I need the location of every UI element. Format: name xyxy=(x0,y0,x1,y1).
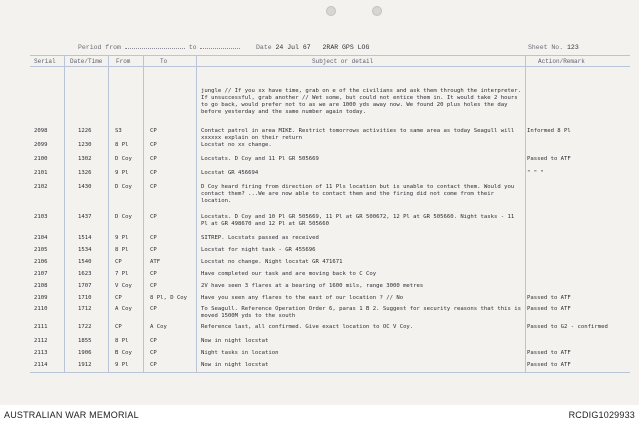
entry-time: 1623 xyxy=(78,271,92,277)
entry-serial: 2107 xyxy=(34,271,48,277)
entry-action: Informed 8 Pl xyxy=(527,128,571,134)
entry-subject: Reference last, all confirmed. Give exact location to OC V Coy. xyxy=(201,324,414,330)
entry-serial: 2099 xyxy=(34,142,48,148)
entry-serial: 2100 xyxy=(34,156,48,162)
entry-from: 8 Pl xyxy=(115,338,129,344)
entry-action: Passed to ATF xyxy=(527,350,571,356)
entry-subject: Locstat no change. Night locstat GR 471671 xyxy=(201,259,343,265)
col-header-datetime: Date/Time xyxy=(70,58,103,65)
entry-from: 9 Pl xyxy=(115,362,129,368)
col-rule-subject xyxy=(525,55,526,372)
entry-from: S3 xyxy=(115,128,122,134)
entry-from: D Coy xyxy=(115,156,132,162)
entry-action: " " " xyxy=(527,170,544,176)
col-rule-to xyxy=(196,55,197,372)
date-value: 24 Jul 67 xyxy=(275,44,311,51)
entry-serial: 2111 xyxy=(34,324,48,330)
col-header-subject: Subject or detail xyxy=(312,58,374,65)
entry-to: CP xyxy=(150,235,157,241)
entry-time: 1302 xyxy=(78,156,92,162)
entry-subject: Locstats. D Coy and 11 Pl GR 505669 xyxy=(201,156,319,162)
entry-to: CP xyxy=(150,184,157,190)
col-header-action: Action/Remark xyxy=(538,58,585,65)
punch-hole-left xyxy=(326,6,336,16)
entry-time: 1722 xyxy=(78,324,92,330)
entry-serial: 2114 xyxy=(34,362,48,368)
col-header-from: From xyxy=(116,58,131,65)
entry-from: B Coy xyxy=(115,350,132,356)
footer-archive-name: AUSTRALIAN WAR MEMORIAL xyxy=(4,410,139,420)
entry-from: V Coy xyxy=(115,283,132,289)
period-field xyxy=(78,44,240,51)
entry-from: CP xyxy=(115,324,122,330)
date-field xyxy=(256,44,369,51)
entry-action: Passed to ATF xyxy=(527,156,571,162)
entry-action: Passed to ATF xyxy=(527,306,571,312)
entry-to: CP xyxy=(150,271,157,277)
entry-subject: jungle // If you xx have time, grab on e of the civilians and ask them through the interpreter. If unsuccessful, grab another // Wet some, but could not entice them in. It would take 2 hours to go back, would prefer not to as we are 1000 yds away now. We found 20 plus holes the day before yesterday and the same number again today. xyxy=(201,88,525,115)
punch-hole-right xyxy=(372,6,382,16)
entry-time: 1912 xyxy=(78,362,92,368)
entry-subject: Locstat GR 456694 xyxy=(201,170,259,176)
entry-from: D Coy xyxy=(115,214,132,220)
entry-time: 1710 xyxy=(78,295,92,301)
entry-time: 1230 xyxy=(78,142,92,148)
entry-to: CP xyxy=(150,247,157,253)
entry-time: 1712 xyxy=(78,306,92,312)
entry-serial: 2098 xyxy=(34,128,48,134)
sheet-label: Sheet No. xyxy=(528,44,564,51)
entry-time: 1855 xyxy=(78,338,92,344)
entry-from: 7 Pl xyxy=(115,271,129,277)
entry-subject: Have you seen any flares to the east of our location ? // No xyxy=(201,295,404,301)
entry-subject: Contact patrol in area MIKE. Restrict tomorrows activities to same area as today Seagull will xxxxxx explain on their return xyxy=(201,128,518,141)
entry-to: CP xyxy=(150,214,157,220)
entry-action: Passed to ATF xyxy=(527,295,571,301)
entry-subject: Now in night locstat xyxy=(201,362,269,368)
entry-subject: Night tasks in location xyxy=(201,350,279,356)
entry-from: 8 Pl xyxy=(115,142,129,148)
unit-code: 2RAR GPS LOG xyxy=(322,44,370,51)
col-rule-datetime xyxy=(108,55,109,372)
period-label: Period from xyxy=(78,44,121,51)
entry-time: 1326 xyxy=(78,170,92,176)
entry-to: ATF xyxy=(150,259,161,265)
entry-to: CP xyxy=(150,306,157,312)
entry-serial: 2104 xyxy=(34,235,48,241)
entry-to: CP xyxy=(150,362,157,368)
entry-time: 1514 xyxy=(78,235,92,241)
entry-subject: 2V have seen 3 flares at a bearing of 1600 mils, range 3000 metres xyxy=(201,283,424,289)
entry-to: CP xyxy=(150,350,157,356)
entry-from: D Coy xyxy=(115,184,132,190)
entry-time: 1534 xyxy=(78,247,92,253)
entry-serial: 2112 xyxy=(34,338,48,344)
entry-serial: 2110 xyxy=(34,306,48,312)
entry-serial: 2105 xyxy=(34,247,48,253)
entry-subject: Now in night locstat xyxy=(201,338,269,344)
entry-to: CP xyxy=(150,128,157,134)
entry-serial: 2102 xyxy=(34,184,48,190)
entry-time: 1226 xyxy=(78,128,92,134)
entry-serial: 2108 xyxy=(34,283,48,289)
entry-subject: Have completed our task and are moving back to C Coy xyxy=(201,271,377,277)
entry-time: 1906 xyxy=(78,350,92,356)
entry-to: CP xyxy=(150,283,157,289)
entry-subject: D Coy heard firing from direction of 11 Pls location but is unable to contact them. Would you contact them? ...We are now able to contact them and the firing did not come from their location. xyxy=(201,184,518,204)
entry-to: CP xyxy=(150,142,157,148)
entry-time: 1707 xyxy=(78,283,92,289)
entry-to: CP xyxy=(150,170,157,176)
table-top-rule xyxy=(30,55,630,56)
entry-subject: Locstats. D Coy and 10 Pl GR 505669, 11 Pl at GR 500672, 12 Pl at GR 505660. Night tasks - 11 Pl at GR 498670 and 12 Pl at GR 505660 xyxy=(201,214,518,227)
entry-from: CP xyxy=(115,259,122,265)
date-label: Date xyxy=(256,44,272,51)
entry-time: 1540 xyxy=(78,259,92,265)
entry-subject: SITREP. Locstats passed as received xyxy=(201,235,319,241)
table-header-rule xyxy=(30,66,630,67)
entry-subject: Locstat for night task - GR 455696 xyxy=(201,247,316,253)
sheet-number: 123 xyxy=(567,44,579,51)
entry-time: 1437 xyxy=(78,214,92,220)
entry-serial: 2103 xyxy=(34,214,48,220)
entry-serial: 2113 xyxy=(34,350,48,356)
entry-from: 8 Pl xyxy=(115,247,129,253)
col-header-to: To xyxy=(160,58,168,65)
entry-action: Passed to G2 - confirmed xyxy=(527,324,608,330)
entry-action: Passed to ATF xyxy=(527,362,571,368)
entry-to: A Coy xyxy=(150,324,167,330)
entry-serial: 2101 xyxy=(34,170,48,176)
col-rule-from xyxy=(143,55,144,372)
entry-subject: Locstat no xx change. xyxy=(201,142,272,148)
entry-from: 9 Pl xyxy=(115,235,129,241)
sheet-field xyxy=(528,44,579,51)
entry-to: CP xyxy=(150,156,157,162)
entry-from: CP xyxy=(115,295,122,301)
entry-subject: To Seagull. Reference Operation Order 6, paras 1 B 2. Suggest for security reasons that this is moved 1500M yds to the south xyxy=(201,306,525,319)
entry-from: 9 Pl xyxy=(115,170,129,176)
entry-time: 1430 xyxy=(78,184,92,190)
entry-serial: 2109 xyxy=(34,295,48,301)
footer-record-id: RCDIG1029933 xyxy=(568,410,635,420)
entry-to: CP xyxy=(150,338,157,344)
table-bottom-rule xyxy=(30,372,630,373)
to-label: to xyxy=(188,44,197,51)
col-header-serial: Serial xyxy=(34,58,56,65)
entry-to: 8 Pl, D Coy xyxy=(150,295,188,301)
entry-from: A Coy xyxy=(115,306,132,312)
entry-serial: 2106 xyxy=(34,259,48,265)
col-rule-serial xyxy=(64,55,65,372)
